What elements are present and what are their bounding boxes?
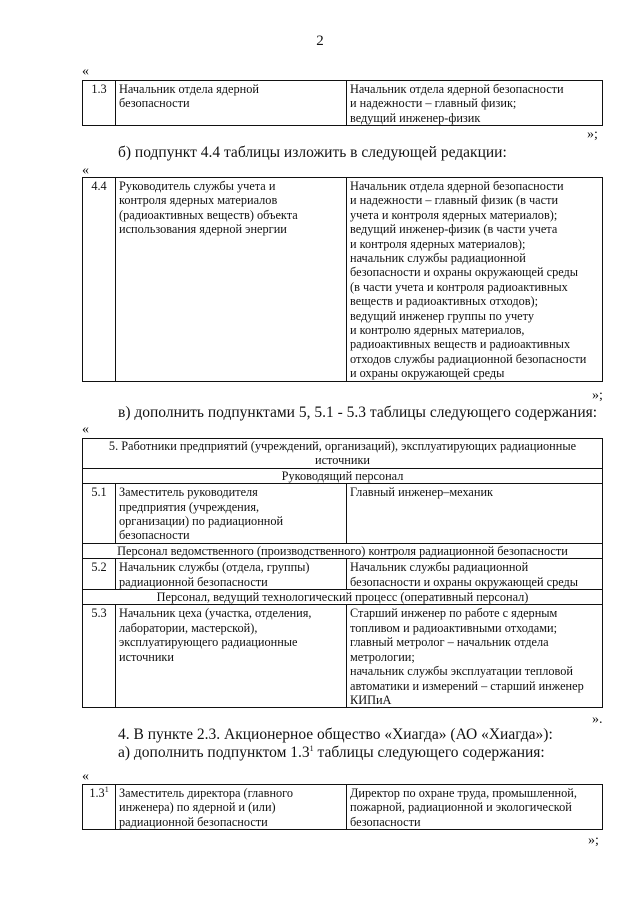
close-quote-4: »;	[588, 833, 599, 848]
section-title: 5. Работники предприятий (учреждений, организаций), эксплуатирующих радиационные источники	[108, 439, 577, 468]
position-cell	[116, 605, 347, 708]
row-number	[83, 785, 116, 830]
paragraph-4a	[118, 744, 545, 762]
row-number: 4.4	[83, 178, 116, 382]
section-title-cell	[83, 439, 603, 469]
equivalent-text: Начальник службы радиационной безопасности и охраны окружающей среды	[350, 560, 579, 589]
position-text: Начальник цеха (участка, отделения, лаборатории, мастерской), эксплуатирующего радиационные источники	[119, 606, 312, 664]
position-cell	[116, 484, 347, 544]
open-quote-1: «	[82, 64, 89, 79]
position-text: Заместитель директора (главного инженера) по ядерной и (или) радиационной безопасности	[119, 786, 294, 829]
position-text: Начальник службы (отдела, группы) радиационной безопасности	[119, 560, 310, 589]
row-number-base: 1.3	[89, 786, 105, 800]
table-section-5	[82, 438, 603, 708]
page-number: 2	[316, 33, 324, 49]
equivalent-cell	[347, 178, 603, 382]
close-quote-1: »;	[587, 127, 598, 142]
paragraph-4: 4. В пункте 2.3. Акционерное общество «Хиагда» (АО «Хиагда»):	[118, 726, 553, 743]
table-row	[83, 559, 603, 590]
equivalent-cell	[347, 785, 603, 830]
table-row-4-4	[82, 177, 603, 382]
group-header-operational: Персонал, ведущий технологический процесс (оперативный персонал)	[83, 590, 603, 605]
row-number: 5.3	[83, 605, 116, 708]
paragraph-4a-superscript: 1	[309, 743, 314, 753]
equivalent-cell	[347, 605, 603, 708]
table-row-1-3-1	[82, 784, 603, 830]
heading-b: б) подпункт 4.4 таблицы изложить в следующей редакции:	[118, 144, 507, 161]
table-row	[83, 605, 603, 708]
equivalent-text: Начальник отдела ядерной безопасности и надежности – главный физик; ведущий инженер-физик	[350, 82, 564, 125]
open-quote-4: «	[82, 769, 89, 784]
equivalent-text: Начальник отдела ядерной безопасности и надежности – главный физик (в части учета и контроля ядерных материалов); ведущий инженер-физик (в части учета и контроля ядерных материалов); начальник службы радиационной безопасности и охраны окружающей среды (в части учета и контроля радиоактивных веществ и радиоактивных отходов); ведущий инженер группы по учету и контролю ядерных материалов, радиоактивных веществ и радиоактивных отходов службы радиационной безопасности и охраны окружающей среды	[350, 179, 587, 381]
table-row	[83, 178, 603, 382]
group-header-management: Руководящий персонал	[83, 468, 603, 483]
equivalent-cell	[347, 559, 603, 590]
position-cell	[116, 785, 347, 830]
row-number: 5.2	[83, 559, 116, 590]
row-number: 1.3	[83, 81, 116, 126]
table-row	[83, 81, 603, 126]
close-quote-2: »;	[592, 388, 603, 403]
paragraph-4a-text: а) дополнить подпунктом 1.3	[118, 744, 310, 761]
heading-v: в) дополнить подпунктами 5, 5.1 - 5.3 таблицы следующего содержания:	[118, 404, 598, 421]
equivalent-text: Главный инженер–механик	[350, 485, 494, 500]
table-row	[83, 484, 603, 544]
position-text: Руководитель службы учета и контроля ядерных материалов (радиоактивных веществ) объекта использования ядерной энергии	[119, 179, 298, 237]
position-cell	[116, 81, 347, 126]
position-cell	[116, 178, 347, 382]
paragraph-4a-text-end: таблицы следующего содержания:	[313, 744, 545, 761]
equivalent-cell	[347, 484, 603, 544]
position-cell	[116, 559, 347, 590]
open-quote-2: «	[82, 163, 89, 178]
row-number: 5.1	[83, 484, 116, 544]
close-quote-3: ».	[592, 712, 603, 727]
group-header-control: Персонал ведомственного (производственного) контроля радиационной безопасности	[83, 543, 603, 558]
equivalent-text: Старший инженер по работе с ядерным топливом и радиоактивными отходами; главный метролог – начальник отдела метрологии; начальник службы эксплуатации тепловой автоматики и измерений – старший инженер КИПиА	[350, 606, 584, 707]
table-row-1-3	[82, 80, 603, 126]
table-row	[83, 785, 603, 830]
position-text: Начальник отдела ядерной безопасности	[119, 82, 259, 111]
position-text: Заместитель руководителя предприятия (учреждения, организации) по радиационной безопасности	[119, 485, 284, 543]
equivalent-text: Директор по охране труда, промышленной, пожарной, радиационной и экологической безопасности	[350, 786, 577, 829]
row-number-superscript: 1	[104, 784, 109, 794]
open-quote-3: «	[82, 422, 89, 437]
equivalent-cell	[347, 81, 603, 126]
